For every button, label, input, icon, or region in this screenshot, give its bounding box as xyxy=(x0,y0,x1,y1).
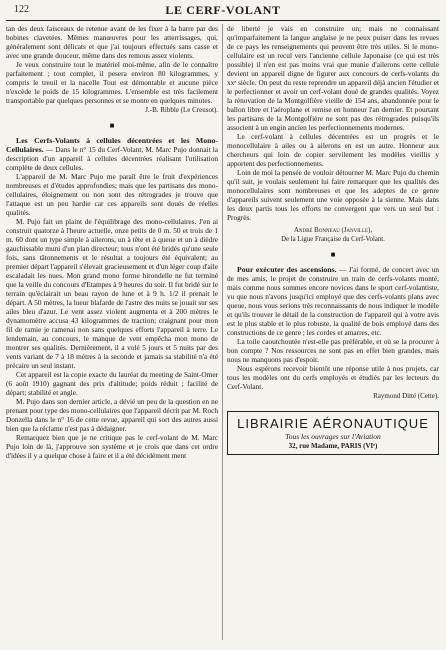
left-column xyxy=(6,24,218,640)
ad-address: 32, rue Madame, PARIS (VIᵉ) xyxy=(288,442,378,450)
ascensions-body-a: — J'ai formé, de concert avec un de mes amis, le projet de construire un train de cerfs-volants monté, mais comme nous sommes encore novices dans le sport cerf-volantiste, vu que nous n'avons jusqu'ici employé que des cerfs-volants plans avec queue, nous vous serions très reconnaissants de nous indiquer le modèle et qu'ils trouver le détail de la construction de l'appareil qui à votre avis est le plus stable et le plus robuste, la qualité de bois employé dans des constructions de ce genre ; les cordes et amarres, etc. xyxy=(227,265,439,337)
header-rule xyxy=(6,20,440,21)
ascensions-body-c: Nous espérons recevoir bientôt une réponse utile à nos projets, car tous les modèles ont du cerfs employés et étudiés par les lecteurs du Cerf-Volant. xyxy=(227,364,439,391)
right-column xyxy=(227,24,439,640)
left-intro-paragraph: tan des deux faisceaux de retenue avant de les fixer à la barre par des bobines clavetées. Mêmes manœuvres pour les atterrissages, qui, généralement sont délicats et que j'ai toujours effectués sans casse et avec une grande douceur, même dans des remous assez violents. xyxy=(6,24,218,60)
article-cerfs-volants xyxy=(6,136,218,172)
article-body-a: — Dans le n° 15 du Cerf-Volant, M. Marc Pujo donnait la description d'un appareil à cellules décentrées réalisant l'utilisation complète de deux cellules. xyxy=(6,145,218,172)
section-separator: ■ xyxy=(109,121,115,130)
bookstore-advertisement xyxy=(227,411,439,455)
signature-organization: De la Ligue Française du Cerf-Volant. xyxy=(281,235,385,243)
article-body-b: L'appareil de M. Marc Pujo me paraît être le fruit d'expériences nombreuses et d'études approfondies; mais que les partisans des mono-cellulaires, éloignement ou non sont des rétrogrades je trouve que l'attaque est un peu hardie car ces appareils sont doués de réelles qualités. xyxy=(6,172,218,217)
journal-title: LE CERF-VOLANT xyxy=(165,3,281,17)
page-number: 122 xyxy=(14,4,29,15)
section-separator-right: ■ xyxy=(330,250,336,259)
column-divider xyxy=(222,24,223,640)
right-paragraph-2: Le cerf-volant à cellules décentrées est un progrès et le monocellulaire à ailes ou à ailerons en est un autre. Honneur aux chercheurs qui loin de copier servilement les modèles vieillis y apportent des perfectionnements. xyxy=(227,132,439,168)
article-body-f: Remarquez bien que je ne critique pas le cerf-volant de M. Marc Pujo loin de là, j'approuve son système et je crois que dans cet ordre d'idées il y a quelque chose à faire et il a été décidément ment xyxy=(6,433,218,460)
signature-bonneau xyxy=(227,227,439,244)
article-body-e: M. Pujo dans son dernier article, a dévié un peu de la question en ne prenant pour type des mono-cellulaires que l'appareil décrit par M. Roch Donzella dans le n° 16 de cette revue, appareil qui sort des autres aussi bien que la réclame n'est pas à dédaigner. xyxy=(6,397,218,433)
left-paragraph-2: Je veux construire tout le matériel moi-même, afin de le connaître parfaitement ; tout complet, il pesera environ 80 kilogrammes, y compris le treuil et la nacelle Tout est démontable et aucune pièce n'excède le poids de 15 kilogrammes. L'ensemble est très facilement transportable par quelques personnes et se monte en quelques minutes. xyxy=(6,60,218,105)
article-body-c: M. Pujo fait un plaint de l'équilibrage des mono-cellulaires. J'en ai construit quatorze à l'heure actuelle, onze petits de 0 m. 50 et trois de 1 m. 60 dont un type simple à ailerons, un à tête et à queue et un à dièdre gauchissable muni d'un plan directeur; tous n'ont été bridés qu'une seule fois, sans tâtonnements et le résultat a toujours été équivalent; au premier départ l'appareil s'élevait gracieusement et d'un léger coup d'aile escaladait les nues. Mon grand mono forme hirondelle ne fut terminé que la veille du concours d'Etampes à 9 heures du soir. Il fut bridé sur le terrain qu'éclairait un beau rayon de lune et à 9 h. 1/2 il prenait le départ. A 50 mètres, la lueur blafarde de l'astre des nuits se jouait sur ses ailes bleu d'azur. Le vent assez violent augmenta et à 200 mètres le dynamomètre accusa 43 kilogrammes de traction; craignant pour mon fil de ramie je ramenai non sans quelques efforts l'appareil à terre. Le lendemain, au concours, le manque de vent empêcha mon mono de montrer ses qualités. Dernièrement, il a volé 5 jours et 5 nuits par des vents variant de 7 à 18 mètres à la seconde et jamais sa stabilité n'a été précaire un seul instant. xyxy=(6,217,218,370)
right-intro-paragraph: de liberté je vais en construire un; mais ne connaissant qu'imparfaitement la langue anglaise je ne peux puiser dans les revues de ce pays les renseignements qui peuvent être très utiles. Si le mono-cellulaire est un recul vers l'ancienne cellule Japonaise (ce qui est très possible) il n'en est pas moins vrai que munie d'ailerons cette cellule devient un appareil digne de figurer aux concours de cerfs-volants du xxᵉ siècle. On peut du reste reprendre un appareil déjà ancien l'étudier et le perfectionner et avoir un cerf-volant doué de grandes qualités. Voyez la rénovation de la Montgolfière vieille de 154 ans, abandonnée pour le ballon libre et l'aéroplane et remise en honneur l'an dernier. Et pourtant les partisans de la Montgolfière ne sont pas des rétrogrades puisqu'ils associent à un engin ancien les perfectionnements modernes. xyxy=(227,24,439,132)
signature-name: André Bonneau (Janville), xyxy=(293,227,373,234)
article-title: Les Cerfs-Volants à cellules décentrées et les Mono-Cellulaires. xyxy=(6,136,218,154)
signature-ditte: Raymond Ditté (Cette). xyxy=(373,392,439,400)
ad-title: LIBRAIRIE AÉRONAUTIQUE xyxy=(237,416,429,431)
ad-subtitle: Tous les ouvrages sur l'Aviation xyxy=(285,432,381,441)
article-body-d: Cet appareil est la copie exacte du lauréat du meeting de Saint-Omer (6 août 1910) gagnant des prix d'altitude; poids réduit ; facilité de départ; stabilité et angle. xyxy=(6,370,218,397)
article-ascensions xyxy=(227,265,439,337)
right-paragraph-3: Loin de moi la pensée de vouloir détourner M. Marc Pujo du chemin qu'il suit, je voulais seulement lui faire remarquer que les qualités des monocellulaires sont nombreuses et que les adeptes de ce genre d'appareils suivent seulement une voie opposée à la sienne. Mais dans les deux partis tous les efforts ne convergent que vers un seul but : Progrès. xyxy=(227,168,439,222)
page-header xyxy=(6,3,440,19)
ascensions-body-b: La toile caoutchoutée n'est-elle pas préférable, et où se la procurer à bon compte ? Nos ressources ne sont pas en effet bien grandes, mais nous ne manquons pas d'espoir. xyxy=(227,337,439,364)
signature-ribble: J.-B. Ribble (Le Creusot). xyxy=(145,106,218,114)
ascensions-title: Pour exécuter des ascensions. xyxy=(237,265,337,274)
